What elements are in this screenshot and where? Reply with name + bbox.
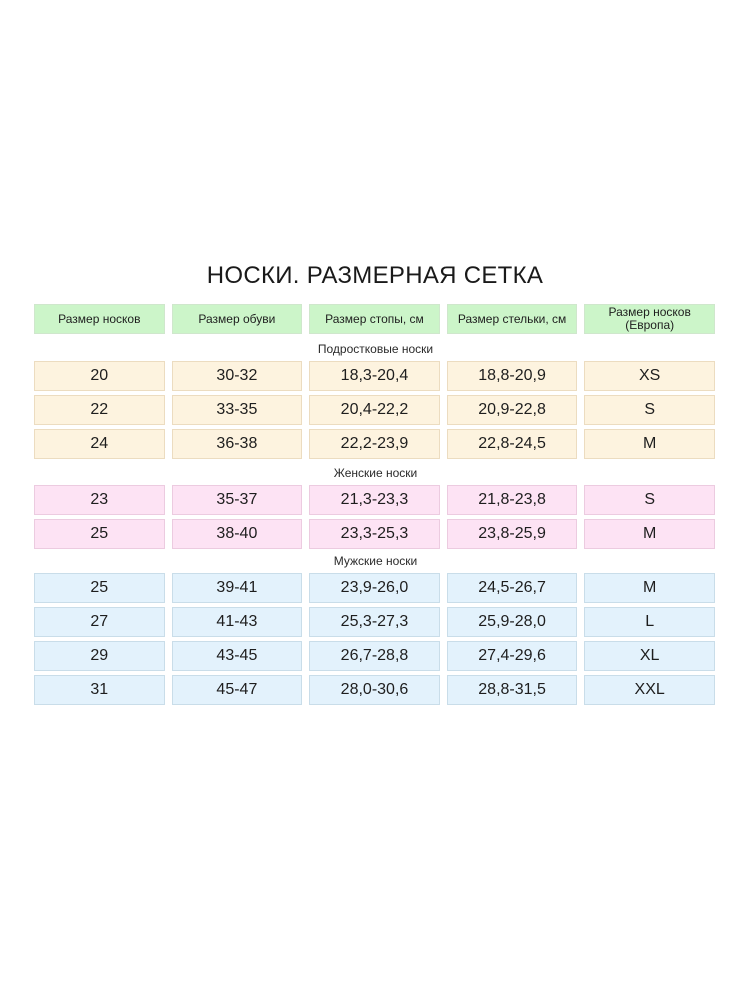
table-cell: 20 [34,361,165,391]
table-cell: 28,0-30,6 [309,675,440,705]
table-cell: 36-38 [172,429,303,459]
table-cell: 27,4-29,6 [447,641,578,671]
table-cell: 18,8-20,9 [447,361,578,391]
table-cell: 25,3-27,3 [309,607,440,637]
section-women-rows [34,485,717,553]
table-cell: 22,8-24,5 [447,429,578,459]
section-teen-rows [34,361,717,463]
table-cell: 23,8-25,9 [447,519,578,549]
table-row [34,429,717,459]
table-row [34,395,717,425]
table-cell: 22 [34,395,165,425]
header-cell-eu-size: Размер носков (Европа) [584,304,715,334]
table-cell: 22,2-23,9 [309,429,440,459]
table-cell: L [584,607,715,637]
header-cell-foot-size: Размер стопы, см [309,304,440,334]
table-cell: M [584,519,715,549]
table-cell: XXL [584,675,715,705]
section-men-rows [34,573,717,709]
page-title: НОСКИ. РАЗМЕРНАЯ СЕТКА [206,262,544,289]
table-cell: 41-43 [172,607,303,637]
table-cell: 27 [34,607,165,637]
table-cell: 33-35 [172,395,303,425]
table-cell: 21,8-23,8 [447,485,578,515]
table-cell: 26,7-28,8 [309,641,440,671]
table-row [34,641,717,671]
table-cell: 25 [34,573,165,603]
table-cell: 43-45 [172,641,303,671]
table-cell: 25 [34,519,165,549]
header-cell-insole-size: Размер стельки, см [447,304,578,334]
table-cell: 24 [34,429,165,459]
header-cell-sock-size: Размер носков [34,304,165,334]
table-cell: 31 [34,675,165,705]
table-cell: 20,4-22,2 [309,395,440,425]
section-men [34,554,717,568]
table-cell: S [584,485,715,515]
section-label-women: Женские носки [333,466,418,480]
table-row [34,519,717,549]
table-cell: XL [584,641,715,671]
section-women [34,466,717,480]
table-cell: 45-47 [172,675,303,705]
table-cell: 18,3-20,4 [309,361,440,391]
table-cell: 23,9-26,0 [309,573,440,603]
size-table-header [34,304,717,338]
table-row [34,573,717,603]
table-row [34,485,717,515]
table-cell: XS [584,361,715,391]
table-cell: 21,3-23,3 [309,485,440,515]
table-cell: 20,9-22,8 [447,395,578,425]
table-cell: 29 [34,641,165,671]
table-cell: 23,3-25,3 [309,519,440,549]
table-row [34,675,717,705]
header-row [34,304,717,334]
table-cell: M [584,573,715,603]
table-cell: 35-37 [172,485,303,515]
table-cell: S [584,395,715,425]
table-cell: 39-41 [172,573,303,603]
table-cell: 30-32 [172,361,303,391]
table-cell: 28,8-31,5 [447,675,578,705]
table-row [34,607,717,637]
header-cell-shoe-size: Размер обуви [172,304,303,334]
table-cell: M [584,429,715,459]
section-teen [34,342,717,356]
table-row [34,361,717,391]
table-cell: 24,5-26,7 [447,573,578,603]
table-cell: 38-40 [172,519,303,549]
table-cell: 23 [34,485,165,515]
table-cell: 25,9-28,0 [447,607,578,637]
section-label-teen: Подростковые носки [317,342,434,356]
section-label-men: Мужские носки [333,554,418,568]
